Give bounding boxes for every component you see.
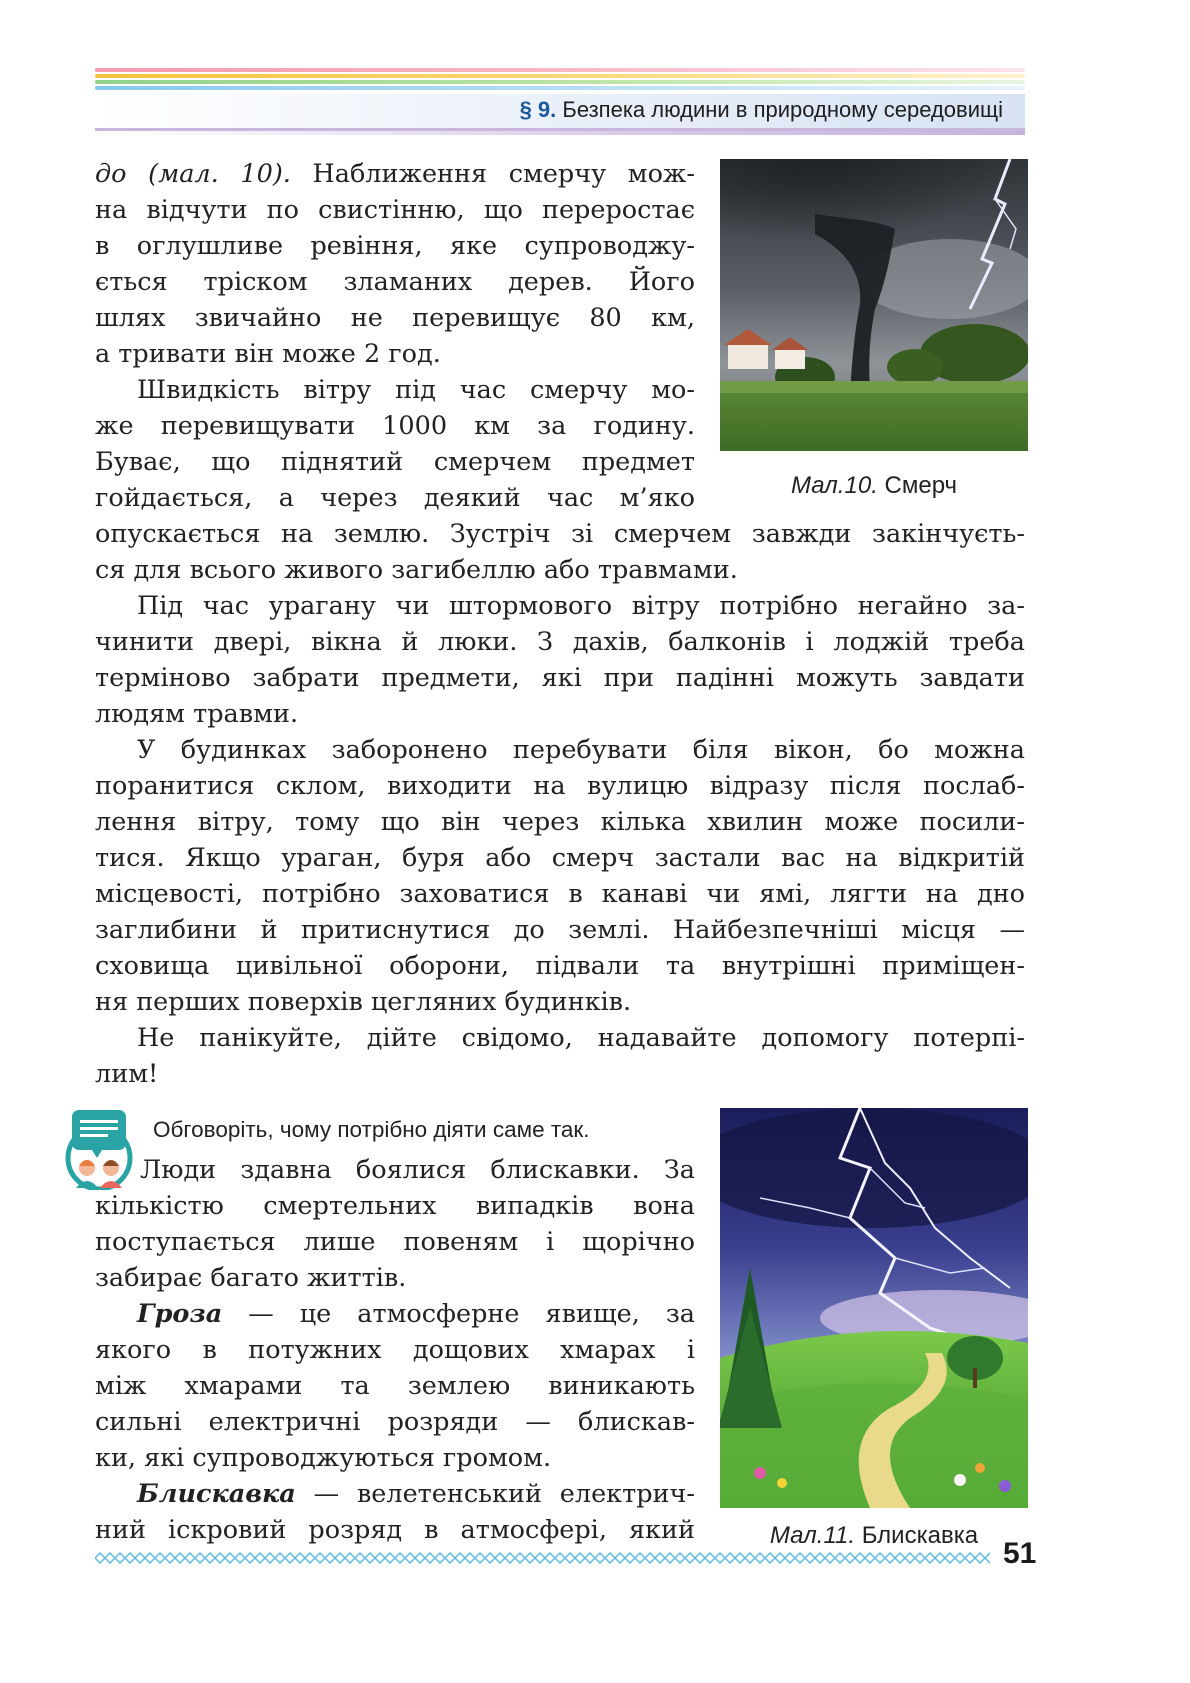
text-line: а тривати він може 2 год. [95, 339, 441, 369]
text-line: тися. Якщо ураган, буря або смерч застали вас на відкритій [95, 843, 1025, 873]
header-underline [95, 131, 1025, 135]
text-line: ки, які супроводжуються громом. [95, 1443, 552, 1473]
text-line: ний іскровий розряд в атмосфері, який [95, 1515, 695, 1545]
text-line: Гроза — це атмосферне явище, за [137, 1299, 695, 1329]
text-line: гойдається, а через деякий час м’яко [95, 483, 695, 513]
text-line: в оглушливе ревіння, яке супроводжу- [95, 231, 695, 261]
text-line: сховища цивільної оборони, підвали та внутрішні приміщен- [95, 951, 1025, 981]
section-title: § 9. Безпека людини в природному середовищі [519, 97, 1003, 122]
text-line: У будинках заборонено перебувати біля вікон, бо можна [137, 735, 1025, 765]
running-header [95, 94, 1025, 131]
text-line: чинити двері, вікна й люки. З дахів, балконів і лоджій треба [95, 627, 1025, 657]
text-line: Блискавка — велетенський електрич- [137, 1479, 695, 1509]
text-line: людям травми. [95, 699, 299, 729]
paragraph-hurricane-safety [95, 516, 1025, 1092]
text-line: ся для всього живого загибеллю або травмами. [95, 555, 738, 585]
text-line: заглибини й притиснутися до землі. Найбезпечніші місця — [95, 915, 1025, 945]
page-number: 51 [1003, 1537, 1037, 1570]
text-line: лим! [95, 1059, 159, 1089]
text-line: Люди здавна боялися блискавки. За [140, 1155, 695, 1185]
text-line: Не панікуйте, дійте свідомо, надавайте допомогу потерпі- [137, 1023, 1025, 1053]
text-line: забирає багато життів. [95, 1263, 407, 1293]
text-line: лення вітру, тому що він через кілька хвилин може посили- [95, 807, 1025, 837]
text-line: Під час урагану чи штормового вітру потрібно негайно за- [137, 591, 1025, 621]
header-decor-stripes [95, 68, 1025, 93]
text-line: шлях звичайно не перевищує 80 км, [95, 303, 695, 333]
text-line: на відчути по свистінню, що переростає [95, 195, 695, 225]
text-line: терміново забрати предмети, які при падінні можуть завдати [95, 663, 1025, 693]
text-line: між хмарами та землею виникають [95, 1371, 695, 1401]
lightning-figure [720, 1108, 1028, 1508]
text-line: ється тріском зламаних дерев. Його [95, 267, 695, 297]
text-line: же перевищувати 1000 км за годину. [95, 411, 695, 441]
discussion-prompt: Обговоріть, чому потрібно діяти саме так. [153, 1117, 590, 1142]
figure-11-caption: Мал.11. Блискавка [769, 1522, 979, 1549]
text-line: Швидкість вітру під час смерчу мо- [137, 375, 695, 405]
text-line: ня перших поверхів цегляних будинків. [95, 987, 632, 1017]
text-line: Буває, що піднятий смерчем предмет [95, 447, 695, 477]
text-line: місцевості, потрібно заховатися в канаві чи ямі, лягти на дно [95, 879, 1025, 909]
text-line: опускається на землю. Зустріч зі смерчем завжди закінчуєть- [95, 519, 1025, 549]
text-line: якого в потужних дощових хмарах і [95, 1335, 695, 1365]
text-line: кількістю смертельних випадків вона [95, 1191, 695, 1221]
figure-10-caption: Мал.10. Смерч [790, 472, 958, 499]
text-line: до (мал. 10). Наближення смерчу мож- [95, 159, 695, 189]
tornado-figure [720, 159, 1028, 451]
text-line: сильні електричні розряди — блискав- [95, 1407, 695, 1437]
text-line: поступається лише повеням і щорічно [95, 1227, 695, 1257]
paragraph-lightning [95, 1152, 695, 1548]
footer-decor-line [95, 1552, 990, 1564]
paragraph-tornado [95, 156, 695, 516]
text-line: поранитися склом, виходити на вулицю відразу після послаб- [95, 771, 1025, 801]
